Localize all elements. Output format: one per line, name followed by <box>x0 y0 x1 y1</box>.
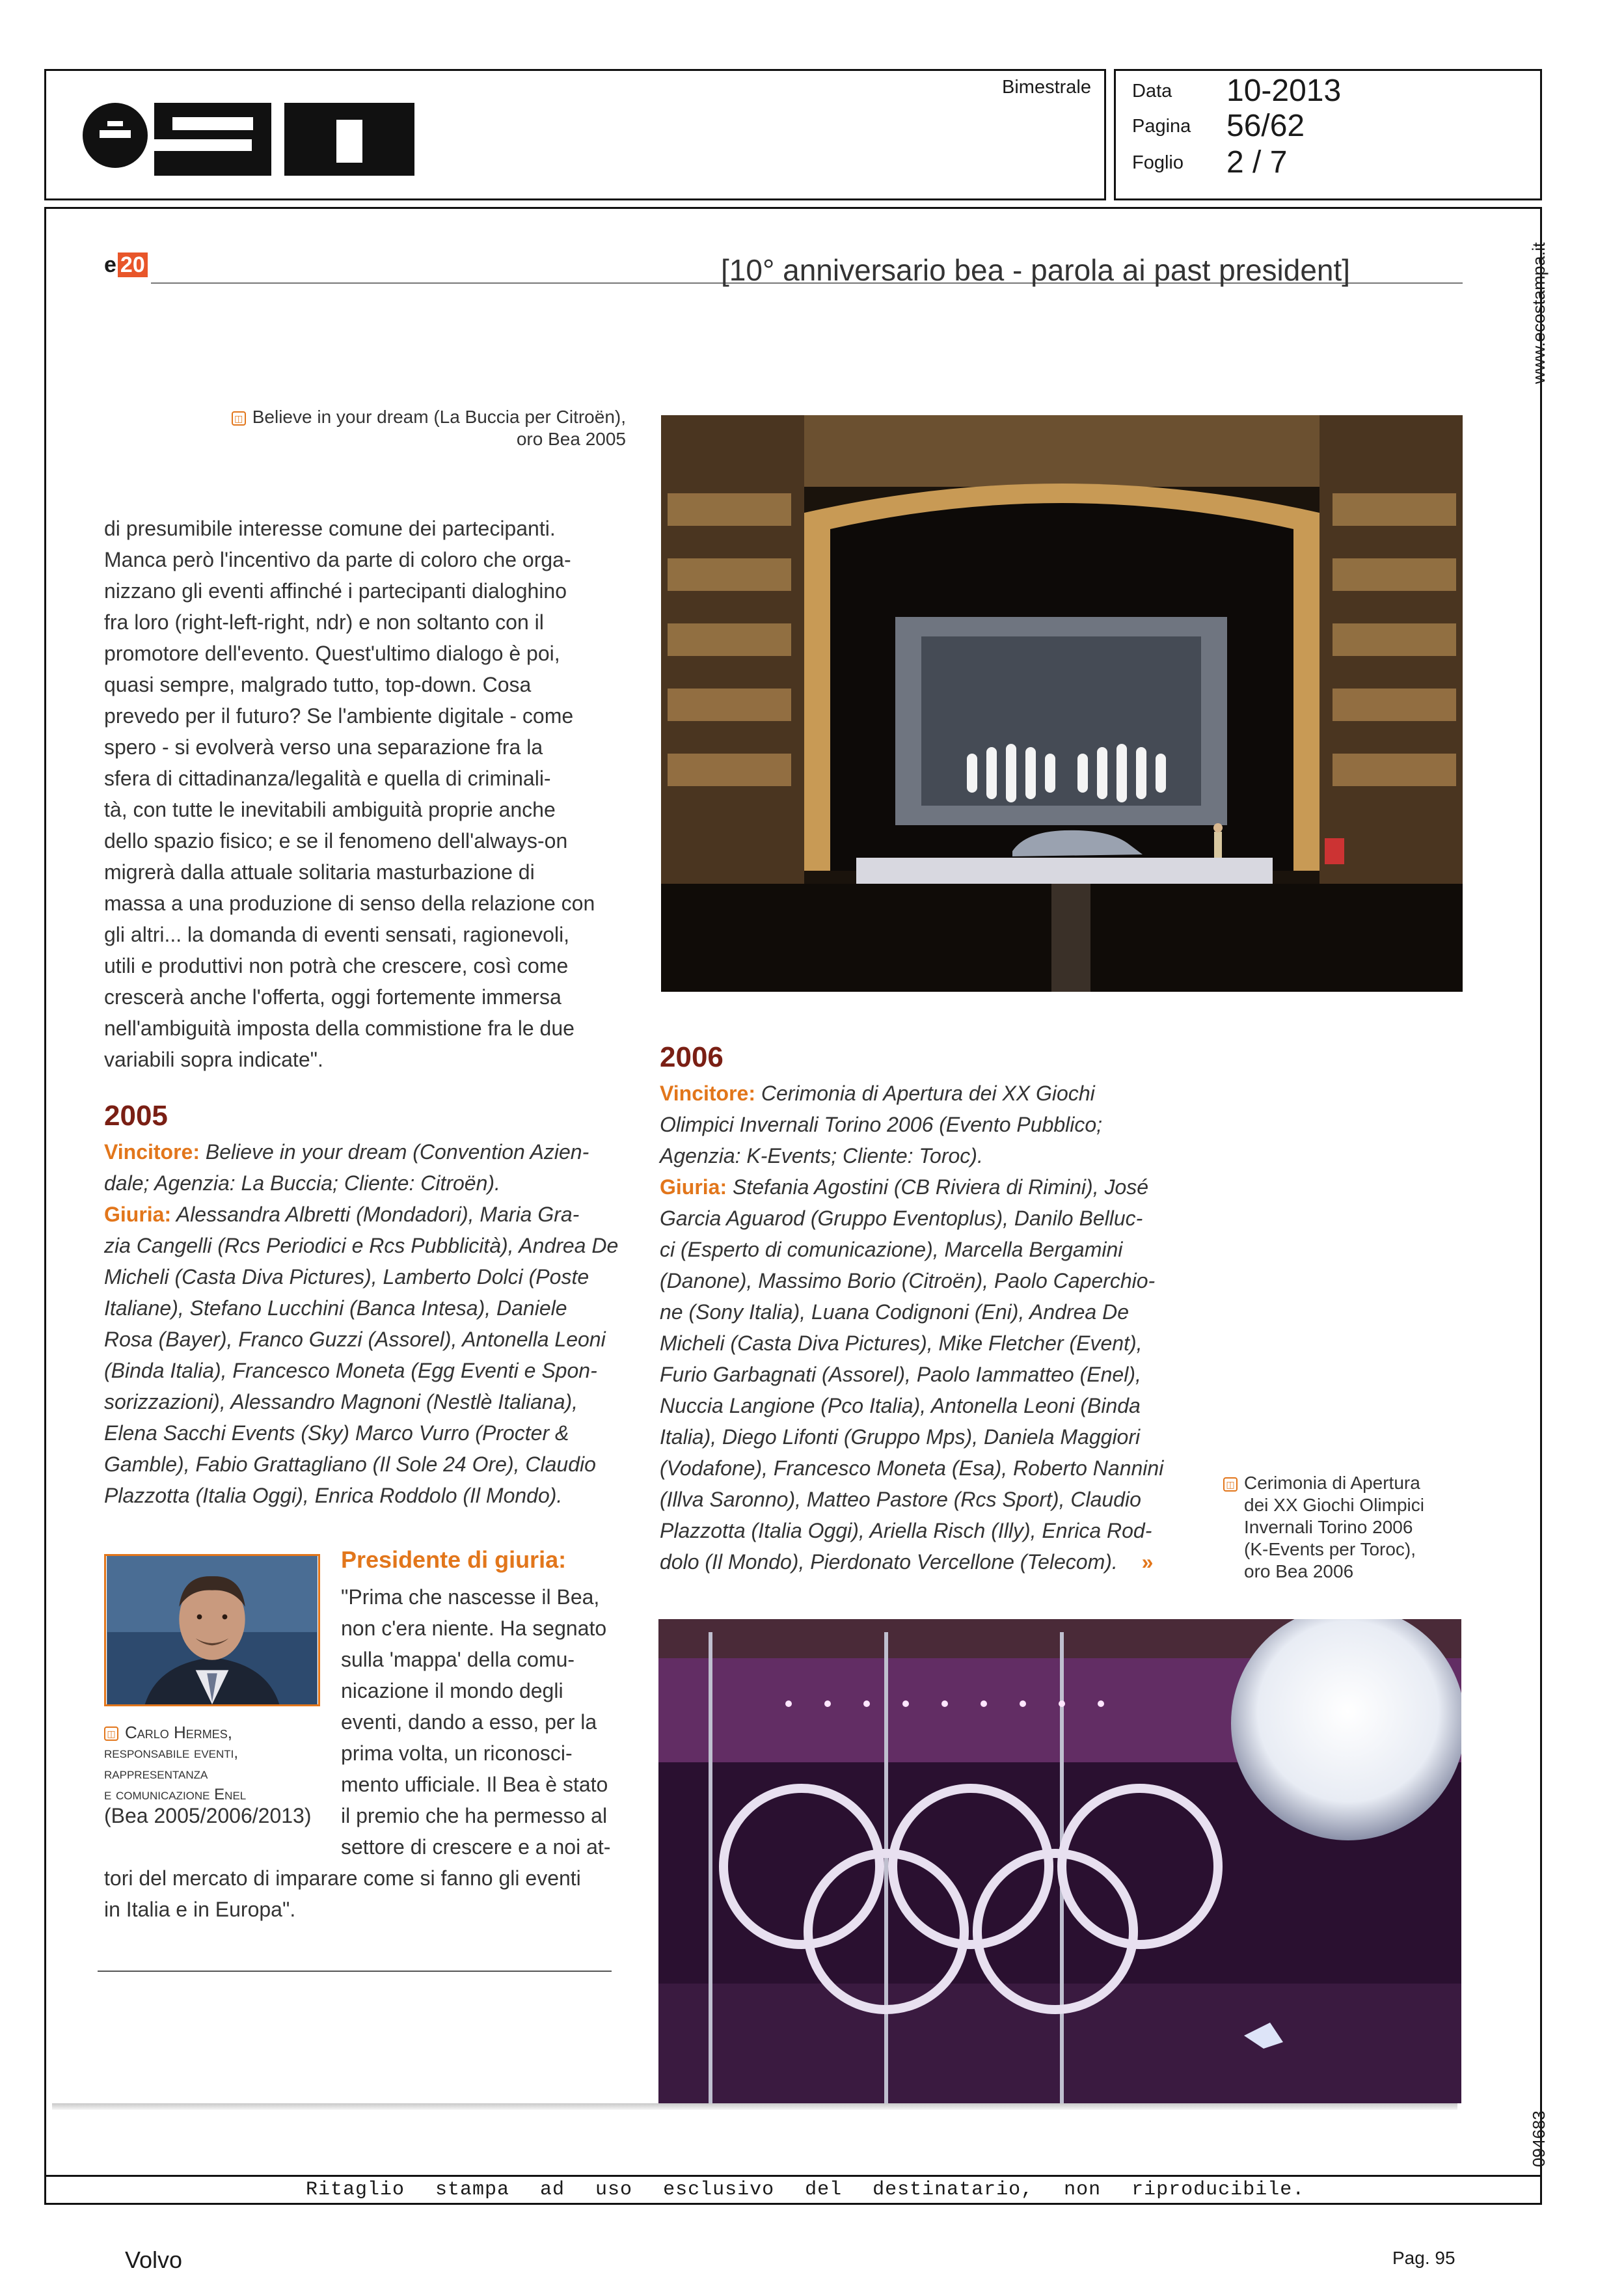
footer-rule <box>44 2175 1542 2177</box>
side-url[interactable]: www.ecostampa.it <box>1529 242 1549 384</box>
article-title: [10° anniversario bea - parola ai past president] <box>721 253 1351 287</box>
column-end-rule <box>98 1971 612 1972</box>
year-2005-heading: 2005 <box>104 1100 168 1132</box>
periodicity-label: Bimestrale <box>1002 77 1091 98</box>
client-name: Volvo <box>125 2246 183 2273</box>
presidente-quote-tail: tori del mercato di imparare come si fanno gli eventi in Italia e in Europa". <box>104 1866 581 1921</box>
data-label: Data <box>1132 81 1172 102</box>
portrait-caption: ◫ Carlo Hermes, responsabile eventi, rappresentanza e comunicazione Enel (Bea 2005/2006/2013) <box>104 1723 312 1827</box>
data-value: 10-2013 <box>1226 74 1342 108</box>
svg-text:e20: e20 <box>81 91 83 92</box>
section-2005: Vincitore: Believe in your dream (Convention Azien- dale; Agenzia: La Buccia; Cliente: Citroën). Giuria: Alessandra Albretti (Mondadori), Maria Gra- zia Cangelli (Rcs Periodici e Rcs Pubblicità), Andrea De Micheli (Casta Diva Pictures), Lamberto Dolci (Poste Italiane), Stefano Lucchini (Banca Intesa), Daniele Rosa (Bayer), Franco Guzzi (Assorel), Antonella Leoni (Binda Italia), Francesco Moneta (Egg Eventi e Spon- sorizzazioni), Alessandro Magnoni (Nestlè Italiana), Elena Sacchi Events (Sky) Marco Vurro (Procter & Gamble), Fabio Grattagliano (Il Sole 24 Ore), Claudio Plazzotta (Italia Oggi), Enrica Roddolo (Il Mondo). <box>104 1140 619 1507</box>
camera-icon: ◫ <box>104 1726 118 1741</box>
e20-logo <box>81 91 420 179</box>
caption-2006-photo: ◫ Cerimonia di Apertura dei XX Giochi Olimpici Invernali Torino 2006 (K-Events per Toroc), oro Bea 2006 <box>1223 1472 1444 1583</box>
reproduction-notice: Ritaglio stampa ad uso esclusivo del destinatario, non riproducibile. <box>306 2179 1305 2201</box>
presidente-label: Presidente di giuria: <box>341 1546 567 1573</box>
side-code: 094683 <box>1529 2110 1549 2167</box>
theatre-stage-photo <box>661 415 1463 992</box>
year-2006-heading: 2006 <box>660 1041 724 1073</box>
camera-icon: ◫ <box>1223 1477 1238 1492</box>
camera-icon: ◫ <box>232 411 246 426</box>
small-e20-logo: e 20 <box>104 252 148 278</box>
continue-mark: » <box>1141 1550 1154 1574</box>
olympic-ceremony-photo <box>658 1619 1461 2103</box>
portrait-photo <box>104 1554 320 1706</box>
caption-2005-photo: ◫ Believe in your dream (La Buccia per Citroën), oro Bea 2005 <box>221 406 626 450</box>
pagina-value: 56/62 <box>1226 109 1305 143</box>
section-2006: Vincitore: Cerimonia di Apertura dei XX Giochi Olimpici Invernali Torino 2006 (Evento Pubblico; Agenzia: K-Events; Cliente: Toroc). Giuria: Stefania Agostini (CB Riviera di Rimini), José Garcia Aguarod (Gruppo Eventoplus), Danilo Belluc- ci (Esperto di comunicazione), Marcella Bergamini (Danone), Massimo Borio (Citroën), Paolo Caperchio- ne (Sony Italia), Luana Codignoni (Eni), Andrea De Micheli (Casta Diva Pictures), Mike Fletcher (Event), Furio Garbagnati (Assorel), Paolo Iammatteo (Enel), Nuccia Langione (Pco Italia), Antonella Leoni (Binda Italia), Diego Lifonti (Gruppo Mps), Daniela Maggiori (Vodafone), Francesco Moneta (Esa), Roberto Nannini (Illva Saronno), Matteo Pastore (Rcs Sport), Claudio Plazzotta (Italia Oggi), Ariella Risch (Illy), Enrica Rod- dolo (Il Mondo), Pierdonato Vercellone (Telecom). » <box>660 1082 1164 1574</box>
foglio-value: 2 / 7 <box>1226 145 1288 180</box>
pagina-label: Pagina <box>1132 116 1191 137</box>
page-number: Pag. 95 <box>1392 2248 1455 2268</box>
intro-paragraph: di presumibile interesse comune dei partecipanti. Manca però l'incentivo da parte di coloro che orga- nizzano gli eventi affinché i partecipanti dialoghino fra loro (right-left-right, ndr) e non soltanto con il promotore dell'evento. Quest'ultimo dialogo è poi, quasi sempre, malgrado tutto, top-down. Cosa prevedo per il futuro? Se l'ambiente digitale - come spero - si evolverà verso una separazione fra la sfera di cittadinanza/legalità e quella di criminali- tà, con tutte le inevitabili ambiguità proprie anche dello spazio fisico; e se il fenomeno dell'always-on migrerà dalla attuale solitaria masturbazione di massa a una produzione di senso della relazione con gli altri... la domanda di eventi sensati, ragionevoli, utili e produttivi non potrà che crescere, così come crescerà anche l'offerta, oggi fortemente immersa nell'ambiguità imposta della commistione fra le due variabili sopra indicate". <box>104 517 595 1071</box>
page-shadow-rule <box>52 2103 1457 2110</box>
presidente-quote: "Prima che nascesse il Bea, non c'era niente. Ha segnato sulla 'mappa' della comu- nicazione il mondo degli eventi, dando a esso, per la prima volta, un riconosci- mento ufficiale. Il Bea è stato il premio che ha permesso al settore di crescere e a noi at- <box>341 1585 611 1859</box>
foglio-label: Foglio <box>1132 152 1184 173</box>
